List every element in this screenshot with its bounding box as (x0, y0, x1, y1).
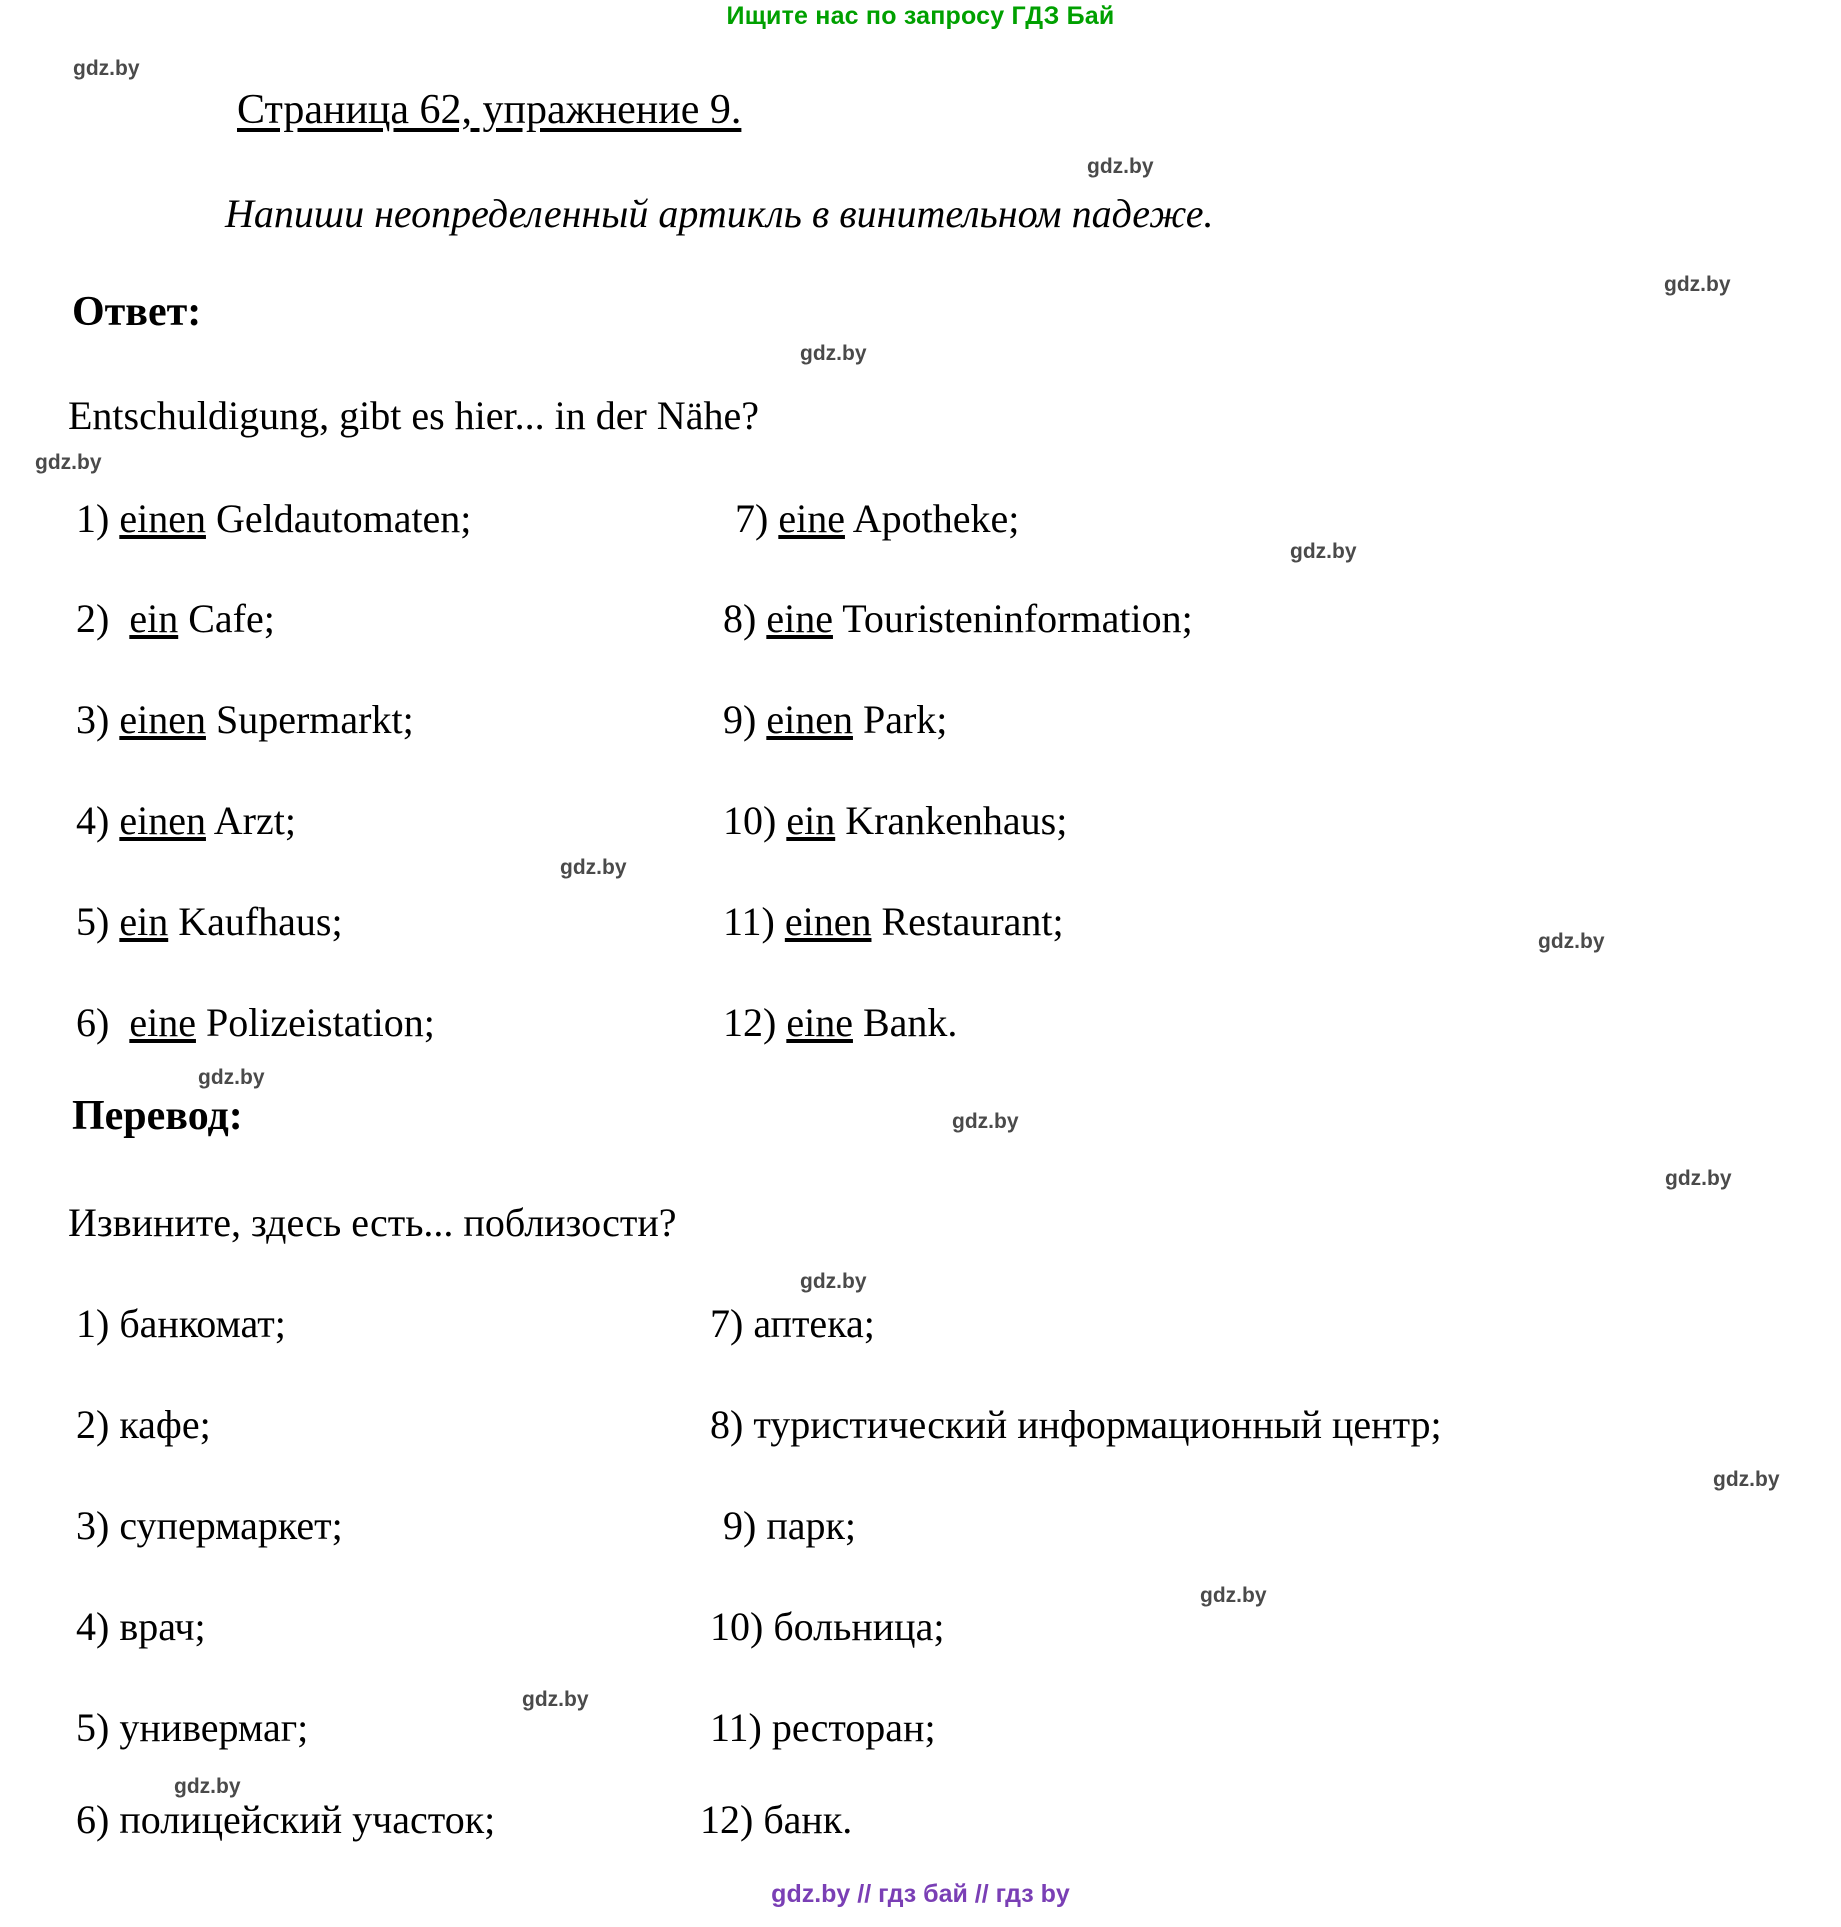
answer-article: einen (119, 496, 206, 541)
answer-number: 8) (723, 596, 757, 641)
answer-item (723, 696, 947, 743)
translation-item: 4) врач; (76, 1604, 206, 1649)
answer-word: Geldautomaten; (205, 496, 472, 541)
answer-article: einen (119, 798, 206, 843)
answer-article: einen (766, 697, 853, 742)
task-instruction: Напиши неопределенный артикль в винительном падеже. (225, 191, 1214, 236)
answer-word: Bank. (852, 1000, 958, 1045)
answer-word: Park; (852, 697, 948, 742)
answer-number: 1) (76, 496, 110, 541)
answer-item (76, 696, 414, 743)
translation-item: 2) кафе; (76, 1402, 211, 1447)
answer-number: 11) (723, 899, 775, 944)
answer-item (76, 999, 435, 1046)
answer-article: ein (129, 596, 179, 641)
translation-item: 10) больница; (710, 1604, 945, 1649)
answer-item (76, 595, 275, 642)
answer-number: 5) (76, 899, 110, 944)
footer-links: gdz.by // гдз бай // гдз by (771, 1880, 1070, 1908)
watermark: gdz.by (35, 451, 102, 474)
answer-article: ein (786, 798, 836, 843)
watermark: gdz.by (198, 1066, 265, 1089)
promo-banner: Ищите нас по запросу ГДЗ Бай (726, 2, 1115, 30)
watermark: gdz.by (73, 57, 140, 80)
answer-word: Arzt; (205, 798, 296, 843)
answer-number: 6) (76, 1000, 110, 1045)
watermark: gdz.by (1087, 155, 1154, 178)
answer-number: 10) (723, 798, 777, 843)
translation-item: 9) парк; (723, 1503, 857, 1548)
translation-item: 6) полицейский участок; (76, 1797, 496, 1842)
answer-intro: Entschuldigung, gibt es hier... in der Nähe? (68, 393, 759, 438)
watermark: gdz.by (1713, 1468, 1780, 1491)
page-title: Страница 62, упражнение 9. (237, 87, 742, 133)
watermark: gdz.by (1538, 930, 1605, 953)
watermark: gdz.by (800, 342, 867, 365)
answer-item (76, 495, 471, 542)
answer-word: Krankenhaus; (835, 798, 1068, 843)
answer-label: Ответ: (72, 289, 202, 335)
answer-item (735, 495, 1019, 542)
answer-number: 4) (76, 798, 110, 843)
watermark: gdz.by (1200, 1584, 1267, 1607)
answer-item (723, 898, 1064, 945)
answer-article: eine (786, 1000, 853, 1045)
translation-item: 1) банкомат; (76, 1301, 286, 1346)
answer-word: Restaurant; (871, 899, 1064, 944)
answer-article: eine (129, 1000, 196, 1045)
watermark: gdz.by (1665, 1167, 1732, 1190)
answer-article: einen (119, 697, 206, 742)
translation-item: 3) супермаркет; (76, 1503, 343, 1548)
translation-item: 11) ресторан; (710, 1705, 936, 1750)
answer-number: 12) (723, 1000, 777, 1045)
answer-article: eine (766, 596, 833, 641)
answer-article: ein (119, 899, 169, 944)
answer-item (723, 999, 957, 1046)
watermark: gdz.by (1664, 273, 1731, 296)
watermark: gdz.by (1290, 540, 1357, 563)
answer-word: Polizeistation; (195, 1000, 435, 1045)
answer-word: Supermarkt; (205, 697, 414, 742)
answer-article: eine (778, 496, 845, 541)
watermark: gdz.by (174, 1775, 241, 1798)
translation-intro: Извините, здесь есть... поблизости? (68, 1200, 677, 1245)
answer-article: einen (784, 899, 872, 944)
answer-item (76, 797, 296, 844)
watermark: gdz.by (560, 856, 627, 879)
translation-item: 7) аптека; (710, 1301, 875, 1346)
translation-label: Перевод: (72, 1093, 243, 1139)
answer-word: Kaufhaus; (168, 899, 343, 944)
translation-item: 5) универмаг; (76, 1705, 309, 1750)
answer-item (76, 898, 343, 945)
answer-word: Apotheke; (844, 496, 1020, 541)
translation-item: 8) туристический информационный центр; (710, 1402, 1442, 1447)
watermark: gdz.by (952, 1110, 1019, 1133)
answer-word: Cafe; (178, 596, 275, 641)
answer-number: 9) (723, 697, 757, 742)
watermark: gdz.by (800, 1270, 867, 1293)
answer-number: 7) (735, 496, 769, 541)
answer-word: Touristeninformation; (832, 596, 1193, 641)
watermark: gdz.by (522, 1688, 589, 1711)
answer-number: 2) (76, 596, 110, 641)
answer-number: 3) (76, 697, 110, 742)
translation-item: 12) банк. (700, 1797, 853, 1842)
answer-item (723, 595, 1193, 642)
answer-item (723, 797, 1067, 844)
